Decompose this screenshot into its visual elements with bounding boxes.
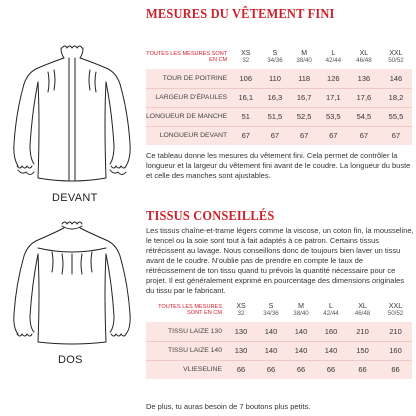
size-header: L 42/44 [325, 49, 342, 64]
measurements-table [146, 45, 412, 145]
back-caption: DOS [58, 354, 83, 366]
size-header: XXL 50/52 [387, 302, 404, 317]
row-label: LARGEUR D'ÉPAULES [146, 88, 231, 107]
size-header: S 34/36 [263, 302, 279, 317]
cell: 136 [348, 69, 380, 88]
cell: 67 [380, 126, 412, 145]
cell: 66 [379, 360, 412, 379]
fabrics-title: TISSUS CONSEILLÉS [146, 208, 275, 223]
row-label: LONGUEUR DE MANCHE [146, 107, 231, 126]
fabrics-description: Les tissus chaîne-et-trame légers comme la viscose, un coton fin, la mousseline, le tencel ou la soie sont tout à fait adaptés à ce patron. Certains tissus rétrécissent au lavage. Nous conseillons donc de toujours bien laver un tissu avant de le coudre. N'oublie pas de prendre en compte le taux de rétrécissement de ton tissu quand tu prévois la quantité nécessaire pour ce projet. Il est généralement exprimé en pourcentage des dimensions originales du tissu par le fabricant. [146, 226, 414, 295]
row-label: TISSU LAIZE 130 [146, 322, 226, 341]
measurements-header-label: TOUTES LES MESURES SONT EN CM [146, 51, 228, 63]
size-header: XS 32 [236, 302, 246, 317]
cell: 17,1 [319, 88, 348, 107]
cell: 118 [290, 69, 319, 88]
size-header: XL 46/48 [356, 49, 372, 64]
cell: 17,6 [348, 88, 380, 107]
cell: 210 [379, 322, 412, 341]
measurements-note: Ce tableau donne les mesures du vêtement fini. Cela permet de contrôler la longueur et la largeur du vêtement fini avant de le coudre. La longueur du buste et celle des manches sont ajustables. [146, 151, 411, 180]
front-caption: DEVANT [52, 192, 98, 204]
cell: 140 [316, 341, 346, 360]
shirt-front-illustration [8, 42, 136, 188]
table-row [146, 69, 412, 88]
cell: 160 [316, 322, 346, 341]
cell: 18,2 [380, 88, 412, 107]
row-label: TOUR DE POITRINE [146, 69, 231, 88]
row-label: LONGUEUR DEVANT [146, 126, 231, 145]
size-header: L 42/44 [323, 302, 339, 317]
cell: 67 [290, 126, 319, 145]
cell: 140 [286, 341, 316, 360]
cell: 16,3 [260, 88, 289, 107]
size-header: XL 46/48 [354, 302, 371, 317]
cell: 66 [226, 360, 256, 379]
cell: 106 [231, 69, 260, 88]
cell: 16,7 [290, 88, 319, 107]
cell: 110 [260, 69, 289, 88]
cell: 67 [260, 126, 289, 145]
cell: 130 [226, 322, 256, 341]
size-header: M 38/40 [296, 49, 312, 64]
cell: 51,5 [260, 107, 289, 126]
table-row [146, 107, 412, 126]
cell: 66 [346, 360, 379, 379]
cell: 66 [286, 360, 316, 379]
shirt-back-illustration [8, 218, 136, 348]
cell: 140 [286, 322, 316, 341]
cell: 160 [379, 341, 412, 360]
cell: 130 [226, 341, 256, 360]
table-row [146, 88, 412, 107]
cell: 66 [316, 360, 346, 379]
table-row [146, 126, 412, 145]
cell: 54,5 [348, 107, 380, 126]
content-column [140, 0, 416, 416]
fabrics-header-row [146, 298, 412, 322]
cell: 210 [346, 322, 379, 341]
size-header: XS 32 [241, 49, 251, 64]
cell: 140 [256, 341, 286, 360]
fabrics-header-label: TOUTES LES MESURES SONT EN CM [158, 304, 222, 316]
size-header: M 38/40 [293, 302, 309, 317]
size-header: S 34/36 [267, 49, 283, 64]
cell: 67 [348, 126, 380, 145]
cell: 52,5 [290, 107, 319, 126]
cell: 140 [256, 322, 286, 341]
table-row [146, 360, 412, 379]
fabrics-table [146, 298, 412, 379]
cell: 66 [256, 360, 286, 379]
cell: 67 [231, 126, 260, 145]
fabrics-note: De plus, tu auras besoin de 7 boutons plus petits. [146, 402, 311, 411]
table-row [146, 322, 412, 341]
cell: 126 [319, 69, 348, 88]
table-row [146, 341, 412, 360]
cell: 55,5 [380, 107, 412, 126]
cell: 67 [319, 126, 348, 145]
cell: 51 [231, 107, 260, 126]
illustration-column [0, 0, 140, 416]
measurements-title: MESURES DU VÊTEMENT FINI [146, 6, 335, 21]
cell: 16,1 [231, 88, 260, 107]
size-header: XXL 50/52 [388, 49, 404, 64]
cell: 150 [346, 341, 379, 360]
cell: 53,5 [319, 107, 348, 126]
measurements-header-row [146, 45, 412, 69]
cell: 146 [380, 69, 412, 88]
row-label: TISSU LAIZE 140 [146, 341, 226, 360]
row-label: VLIESELINE [146, 360, 226, 379]
